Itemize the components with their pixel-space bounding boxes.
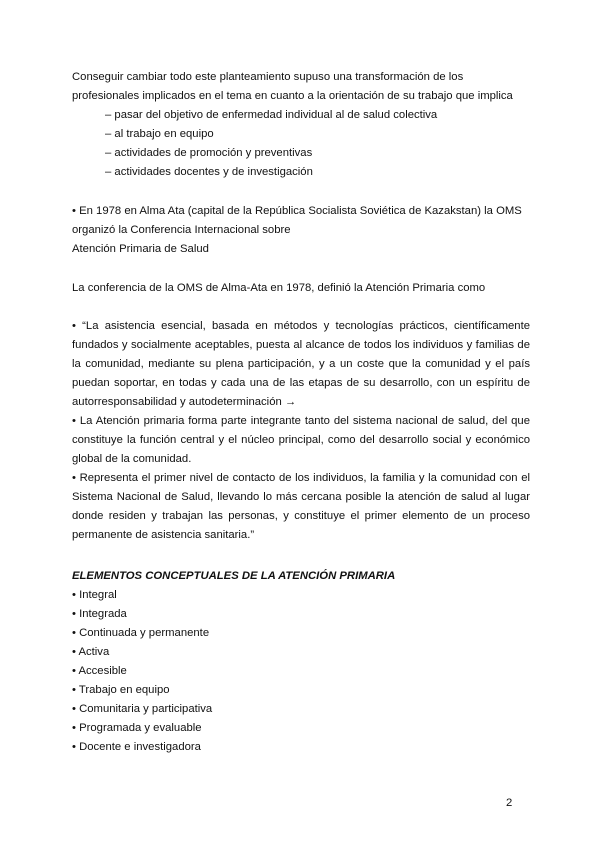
- dash-item: – actividades de promoción y preventivas: [105, 147, 313, 159]
- conference-paragraph: La conferencia de la OMS de Alma-Ata en 1978, definió la Atención Primaria como: [72, 282, 486, 294]
- page-number: 2: [506, 797, 513, 809]
- quote-section: [72, 317, 530, 545]
- list-item: • Integral: [72, 589, 117, 601]
- alma-ata-paragraph: • En 1978 en Alma Ata (capital de la República Socialista Soviética de Kazakstan) la OMS organizó la Conferencia Internacional sobre: [72, 205, 522, 236]
- list-item: • Integrada: [72, 608, 127, 620]
- intro-paragraph: Conseguir cambiar todo este planteamiento supuso una transformación de los profesionales implicados en el tema en cuanto a la orientación de su trabajo que implica: [72, 71, 513, 102]
- list-item: • Continuada y permanente: [72, 627, 210, 639]
- list-item: • Activa: [72, 646, 110, 658]
- list-item: • Accesible: [72, 665, 127, 677]
- dash-item: – actividades docentes y de investigación: [105, 166, 313, 178]
- dash-item: – al trabajo en equipo: [105, 128, 214, 140]
- list-item: • Programada y evaluable: [72, 722, 202, 734]
- list-item: • Comunitaria y participativa: [72, 703, 213, 715]
- alma-ata-line2: Atención Primaria de Salud: [72, 243, 209, 255]
- elements-section: [72, 567, 530, 757]
- section-heading: ELEMENTOS CONCEPTUALES DE LA ATENCIÓN PRIMARIA: [72, 570, 396, 582]
- alma-ata-section: [72, 202, 530, 259]
- list-item: • Docente e investigadora: [72, 741, 201, 753]
- quote-paragraph: • “La asistencia esencial, basada en métodos y tecnologías prácticos, científicamente fundados y socialmente aceptables, puesta al alcance de todos los individuos y familias de la comunidad, mediante su plena participación, y a un coste que la comunidad y el país puedan soportar, en todas y cada una de las etapas de su desarrollo, con un espíritu de autorresponsabilidad y autodeterminación →: [72, 320, 530, 408]
- dash-item: – pasar del objetivo de enfermedad individual al de salud colectiva: [105, 109, 438, 121]
- quote-paragraph: • La Atención primaria forma parte integrante tanto del sistema nacional de salud, del que constituye la función central y el núcleo principal, como del desarrollo social y económico global de la comunidad.: [72, 415, 530, 465]
- conference-section: [72, 279, 530, 298]
- list-item: • Trabajo en equipo: [72, 684, 170, 696]
- quote-paragraph: • Representa el primer nivel de contacto de los individuos, la familia y la comunidad con el Sistema Nacional de Salud, llevando lo más cercana posible la atención de salud al lugar donde residen y trabajan las personas, y constituye el primer elemento de un proceso permanente de asistencia sanitaria.”: [72, 472, 530, 541]
- intro-section: [72, 68, 530, 182]
